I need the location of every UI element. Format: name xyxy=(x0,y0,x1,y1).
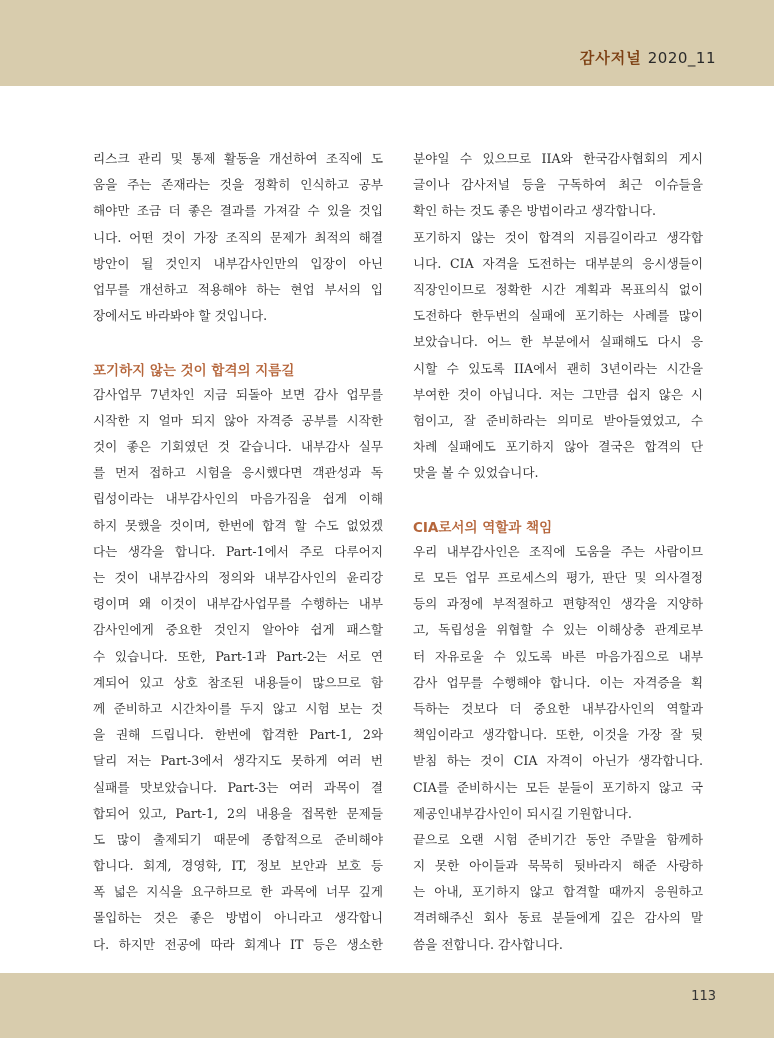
text-line: 받침 하는 것이 CIA 자격이 아닌가 생각합니다. xyxy=(413,753,703,769)
text-line: 끝으로 오랜 시험 준비기간 동안 주말을 함께하 xyxy=(413,831,703,847)
text-line: 해야만 조금 더 좋은 결과를 가져갈 수 있을 것입 xyxy=(93,203,383,219)
journal-header xyxy=(580,47,716,68)
text-line: 분야일 수 있으므로 IIA와 한국감사협회의 게시 xyxy=(413,151,703,166)
text-line: 것이 좋은 기회였던 것 같습니다. 내부감사 실무 xyxy=(93,439,383,455)
text-line: 몰입하는 것은 좋은 방법이 아니라고 생각합니 xyxy=(93,910,383,926)
text-line: 합니다. 회계, 경영학, IT, 정보 보안과 보호 등 xyxy=(93,858,383,874)
text-line: 험이고, 잘 준비하라는 의미로 받아들였었고, 수 xyxy=(413,412,703,428)
text-line: 다는 생각을 합니다. Part-1에서 주로 다루어지 xyxy=(93,543,383,559)
text-line: 다. 하지만 전공에 따라 회계나 IT 등은 생소한 xyxy=(93,936,383,952)
text-line: 을 권해 드립니다. 한번에 합격한 Part-1, 2와 xyxy=(93,727,383,743)
text-line: 차례 실패에도 포기하지 않아 결국은 합격의 단 xyxy=(413,439,703,455)
text-line: 부여한 것이 아닙니다. 저는 그만큼 쉽지 않은 시 xyxy=(413,386,703,402)
text-line: 움을 주는 존재라는 것을 정확히 인식하고 공부 xyxy=(93,177,383,193)
left-column xyxy=(93,146,383,958)
text-line: 립성이라는 내부감사인의 마음가짐을 쉽게 이해 xyxy=(93,491,383,507)
text-line: 도전하다 한두번의 실패에 포기하는 사례를 많이 xyxy=(413,308,703,324)
text-line: 고, 독립성을 위협할 수 있는 이해상충 관계로부 xyxy=(413,622,703,638)
text-line: 감사인에게 중요한 것인지 알아야 쉽게 패스할 xyxy=(93,622,383,638)
text-line: 는 것이 내부감사의 정의와 내부감사인의 윤리강 xyxy=(93,570,383,585)
text-line: 씀을 전합니다. 감사합니다. xyxy=(413,936,563,952)
text-line: 지 못한 아이들과 묵묵히 뒷바라지 해준 사랑하 xyxy=(413,858,703,874)
left-paragraph-1 xyxy=(93,146,383,329)
header-band xyxy=(0,0,774,86)
text-line: 는 아내, 포기하지 않고 합격할 때까지 응원하고 xyxy=(413,884,703,900)
right-paragraph-1 xyxy=(413,146,703,225)
right-paragraph-2 xyxy=(413,225,703,487)
text-line: 를 먼저 접하고 시험을 응시했다면 객관성과 독 xyxy=(93,465,383,481)
journal-brand: 감사저널 xyxy=(579,49,642,67)
right-paragraph-3 xyxy=(413,539,703,827)
text-line: 감사업무 7년차인 지금 되돌아 보면 감사 업무를 xyxy=(93,386,383,402)
text-line: 방안이 될 것인지 내부감사인만의 입장이 아닌 xyxy=(93,255,383,271)
left-paragraph-2 xyxy=(93,382,383,958)
text-line: 실패를 맛보았습니다. Part-3는 여러 과목이 결 xyxy=(93,779,383,795)
text-line: 도 많이 출제되기 때문에 종합적으로 준비해야 xyxy=(93,831,383,847)
right-paragraph-4 xyxy=(413,827,703,958)
text-line: 수 있습니다. 또한, Part-1과 Part-2는 서로 연 xyxy=(93,648,383,664)
text-line: 격려해주신 회사 동료 분들에게 깊은 감사의 말 xyxy=(413,910,703,926)
text-line: 장에서도 바라봐야 할 것입니다. xyxy=(93,308,268,324)
text-line: 령이며 왜 이것이 내부감사업무를 수행하는 내부 xyxy=(93,596,383,612)
text-line: 터 자유로울 수 있도록 바른 마음가짐으로 내부 xyxy=(413,648,703,664)
footer-band xyxy=(0,973,774,1038)
text-line: 폭 넓은 지식을 요구하므로 한 과목에 너무 깊게 xyxy=(93,884,383,900)
text-line: 득하는 것보다 더 중요한 내부감사인의 역할과 xyxy=(413,700,703,716)
text-line: 확인 하는 것도 좋은 방법이라고 생각합니다. xyxy=(413,203,656,219)
text-line: 등의 과정에 부적절하고 편향적인 생각을 지양하 xyxy=(413,596,703,612)
text-line: 보았습니다. 어느 한 부분에서 실패해도 다시 응 xyxy=(413,334,703,350)
text-line: 시작한 지 얼마 되지 않아 자격증 공부를 시작한 xyxy=(93,412,383,428)
text-line: 우리 내부감사인은 조직에 도움을 주는 사람이므 xyxy=(413,543,703,559)
text-line: 달리 저는 Part-3에서 생각지도 못하게 여러 번 xyxy=(93,753,383,769)
text-line: 하지 못했을 것이며, 한번에 합격 할 수도 없었겠 xyxy=(93,517,383,533)
text-line: CIA를 준비하시는 모든 분들이 포기하지 않고 국 xyxy=(413,779,703,795)
text-line: 책임이라고 생각합니다. 또한, 이것을 가장 잘 뒷 xyxy=(413,727,703,743)
text-line: 계되어 있고 상호 참조된 내용들이 많으므로 함 xyxy=(93,674,383,690)
text-line: 맛을 볼 수 있었습니다. xyxy=(413,465,539,481)
text-line: 시할 수 있도록 IIA에서 괜히 3년이라는 시간을 xyxy=(413,360,703,376)
text-line: 업무를 개선하고 적용해야 하는 현업 부서의 입 xyxy=(93,281,383,297)
text-line: 니다. 어떤 것이 가장 조직의 문제가 최적의 해결 xyxy=(93,229,383,245)
text-line: 리스크 관리 및 통제 활동을 개선하여 조직에 도 xyxy=(93,151,383,166)
journal-issue: 2020_11 xyxy=(647,49,716,67)
text-line: 합되어 있고, Part-1, 2의 내용을 접목한 문제들 xyxy=(93,805,383,821)
text-line: 니다. CIA 자격을 도전하는 대부분의 응시생들이 xyxy=(413,255,703,271)
text-line: 글이나 감사저널 등을 구독하여 최근 이슈들을 xyxy=(413,177,703,193)
section-heading: CIA로서의 역할과 책임 xyxy=(413,519,553,536)
page-number: 113 xyxy=(691,989,716,1004)
section-heading: 포기하지 않는 것이 합격의 지름길 xyxy=(93,362,295,379)
text-line: 께 준비하고 시간차이를 두지 않고 시험 보는 것 xyxy=(93,700,383,716)
text-line: 포기하지 않는 것이 합격의 지름길이라고 생각합 xyxy=(413,229,703,245)
text-line: 직장인이므로 정확한 시간 계획과 목표의식 없이 xyxy=(413,281,703,297)
text-line: 제공인내부감사인이 되시길 기원합니다. xyxy=(413,805,632,821)
right-column xyxy=(413,146,703,958)
text-line: 감사 업무를 수행해야 합니다. 이는 자격증을 획 xyxy=(413,674,703,690)
text-line: 로 모든 업무 프로세스의 평가, 판단 및 의사결정 xyxy=(413,570,703,585)
